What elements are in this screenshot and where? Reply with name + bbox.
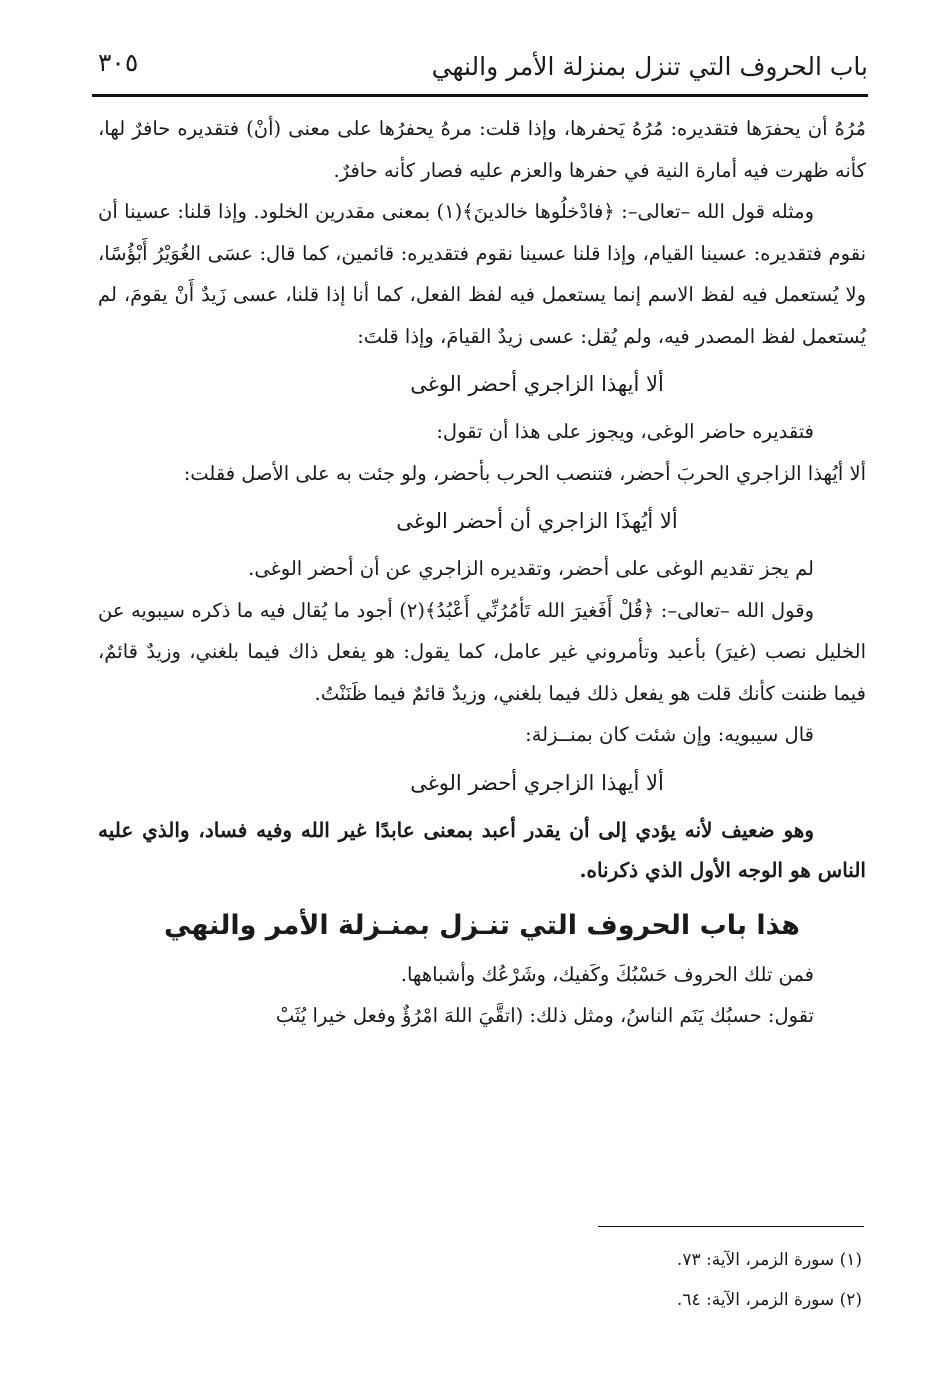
footnote-rule bbox=[598, 1226, 864, 1227]
running-title: باب الحروف التي تنزل بمنزلة الأمر والنهي bbox=[431, 52, 868, 81]
header-rule bbox=[92, 94, 868, 97]
footnote: (٢) سورة الزمر، الآية: ٦٤. bbox=[676, 1290, 862, 1310]
paragraph: فمن تلك الحروف حَسْبُكَ وكَفيك، وشَرْعُك وأشباهها. bbox=[400, 962, 814, 986]
paragraph: قال سيبويه: وإن شئت كان بمنــزلة: bbox=[525, 723, 814, 746]
poetry-verse: ألا أيهذا الزاجري أحضر الوغى bbox=[410, 372, 664, 396]
paragraph: وقول الله –تعالى–: ﴿قُلْ أَفَغيرَ الله تَأمُرُنِّي أَعْبُدُ﴾(٢) أجود ما يُقال فيه ما ذكره سيبويه عن الخليل نصب (غيرَ) بأعبد وتأمروني غير عامل، كما يقول: هو يفعل ذاك فيما بلغني، وزيدٌ قائمٌ، فيما ظننت كأنك قلت هو يفعل ذلك فيما بلغني، وزيدٌ قائمٌ فيما ظَنَنْتُ. bbox=[98, 598, 866, 705]
paragraph: لم يجز تقديم الوغى على أحضر، وتقديره الزاجري عن أن أحضر الوغى. bbox=[248, 557, 814, 580]
paragraph: ومثله قول الله –تعالى–: ﴿فادْخلُوها خالدينَ﴾(١) بمعنى مقدرين الخلود. وإذا قلنا: عسينا أن نقوم فتقديره: عسينا القيام، وإذا قلنا عسينا نقوم فتقديره: قائمين، كما قال: عسَى الغُوَيْرُ أَبْؤُسًا، ولا يُستعمل فيه لفظ الاسم إنما يستعمل فيه لفظ الفعل، كما أنا إذا قلنا، عسى زَيدٌ أَنْ يقومَ، لم يُستعمل لفظ المصدر فيه، ولم يُقل: عسى زيدٌ القيامَ، وإذا قلتَ: bbox=[98, 200, 866, 348]
page-number: ٣٠٥ bbox=[98, 48, 139, 77]
page-header bbox=[90, 44, 868, 92]
paragraph: تقول: حسبُك يَنَم الناسُ، ومثل ذلك: (اتقَّيَ اللهَ امْرُؤٌ وفعل خيرا يُثَبْ bbox=[275, 1004, 814, 1027]
paragraph: ألا أيُهذا الزاجري الحربَ أحضر، فتنصب الحرب بأحضر، ولو جئت به على الأصل فقلت: bbox=[183, 461, 866, 485]
page-body bbox=[98, 108, 866, 1037]
poetry-verse: ألا أيُهذَا الزاجري أن أحضر الوغى bbox=[396, 509, 678, 533]
paragraph: وهو ضعيف لأنه يؤدي إلى أن يقدر أعبد بمعنى عابدًا غير الله وفيه فساد، والذي عليه الناس هو الوجه الأول الذي ذكرناه. bbox=[98, 817, 866, 882]
paragraph: فتقديره حاضر الوغى، ويجوز على هذا أن تقول: bbox=[436, 420, 814, 443]
section-heading: هذا باب الحروف التي تنـزل بمنـزلة الأمر والنهي bbox=[164, 909, 800, 941]
footnotes bbox=[500, 1240, 862, 1320]
poetry-verse: ألا أيهذا الزاجري أحضر الوغى bbox=[410, 770, 664, 795]
paragraph: مُرُهُ أن يحفرَها فتقديره: مُرُهُ يَحفرها، وإذا قلت: مرهُ يحفرُها على معنى (أنْ) فتقديره حافرٌ لها، كأنه ظهرت فيه أمارة النية في حفرها والعزم عليه فصار كأنه حافرٌ. bbox=[98, 117, 866, 182]
footnote: (١) سورة الزمر، الآية: ٧٣. bbox=[676, 1250, 862, 1270]
